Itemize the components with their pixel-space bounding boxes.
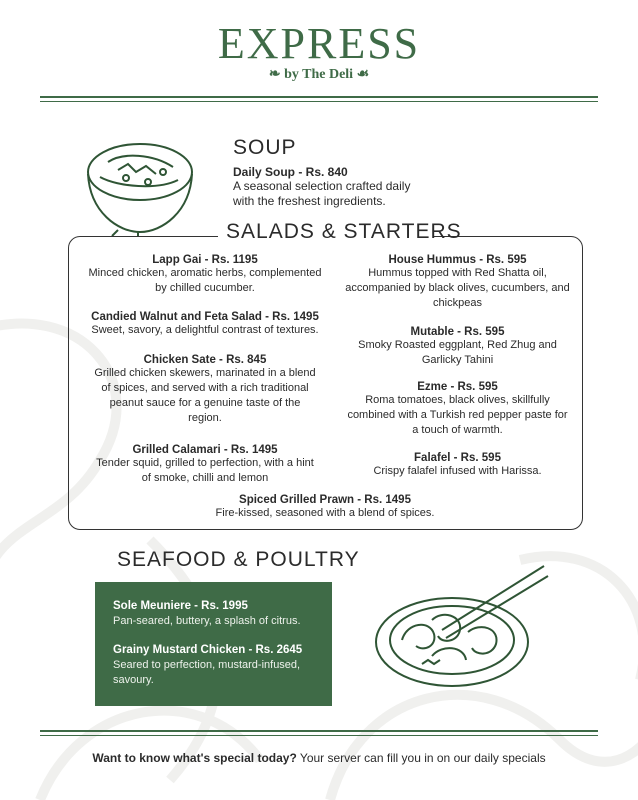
item-desc: Tender squid, grilled to perfection, with a hint of smoke, chilli and lemon <box>96 457 314 484</box>
item-desc: Fire-kissed, seasoned with a blend of spices. <box>215 507 435 519</box>
header-rule-top <box>40 96 598 98</box>
item-desc: Smoky Roasted eggplant, Red Zhug and Garlicky Tahini <box>358 339 557 366</box>
menu-item <box>340 254 575 311</box>
seafood-card <box>95 582 332 706</box>
menu-item <box>340 452 575 479</box>
menu-item <box>340 326 575 368</box>
item-desc: Grilled chicken skewers, marinated in a blend of spices, and served with a rich traditional peanut sauce for a genuine taste of the region. <box>94 367 316 424</box>
item-desc: Roma tomatoes, black olives, skillfully combined with a Turkish red pepper paste for a touch of warmth. <box>347 394 568 436</box>
item-name: Sole Meuniere - Rs. 1995 <box>113 600 248 612</box>
soup-bowl-illustration <box>78 132 198 240</box>
item-name: Grilled Calamari - Rs. 1495 <box>132 444 278 456</box>
soup-heading: SOUP <box>233 136 297 159</box>
footer-rule-bottom <box>40 735 598 736</box>
menu-item <box>80 311 330 338</box>
item-desc: Sweet, savory, a delightful contrast of textures. <box>91 324 319 336</box>
footer-rule-top <box>40 730 598 732</box>
menu-item <box>80 254 330 296</box>
brand-subtitle: ❧ by The Deli ☙ <box>268 67 370 82</box>
prawn-plate-illustration <box>372 560 552 690</box>
header-rule-bottom <box>40 101 598 102</box>
item-name: Lapp Gai - Rs. 1195 <box>152 254 258 266</box>
ornament-left-icon: ❧ <box>268 67 285 82</box>
item-desc: Seared to perfection, mustard-infused, savoury. <box>113 659 301 686</box>
soup-item-name: Daily Soup - Rs. 840 <box>233 165 348 179</box>
seafood-heading: SEAFOOD & POULTRY <box>117 548 360 571</box>
item-name: Ezme - Rs. 595 <box>417 381 498 393</box>
ornament-right-icon: ☙ <box>353 67 370 82</box>
item-name: Mutable - Rs. 595 <box>410 326 505 338</box>
menu-item <box>80 354 330 426</box>
item-name: Grainy Mustard Chicken - Rs. 2645 <box>113 644 303 656</box>
brand-title: EXPRESS <box>217 19 421 68</box>
menu-item <box>80 494 570 521</box>
soup-item-desc: A seasonal selection crafted daily with the freshest ingredients. <box>233 179 411 208</box>
item-desc: Pan-seared, buttery, a splash of citrus. <box>113 615 301 627</box>
item-name: Candied Walnut and Feta Salad - Rs. 1495 <box>91 311 319 323</box>
footer-rest-text: Your server can fill you in on our daily specials <box>296 751 546 765</box>
menu-item <box>80 444 330 486</box>
menu-item <box>113 600 323 629</box>
item-desc: Minced chicken, aromatic herbs, complemented by chilled cucumber. <box>88 267 322 294</box>
item-name: Spiced Grilled Prawn - Rs. 1495 <box>239 494 411 506</box>
item-name: Falafel - Rs. 595 <box>414 452 501 464</box>
menu-item <box>340 381 575 438</box>
menu-item <box>113 644 323 688</box>
footer-text <box>0 751 638 765</box>
item-desc: Hummus topped with Red Shatta oil, accompanied by black olives, cucumbers, and chickpeas <box>345 267 570 309</box>
item-desc: Crispy falafel infused with Harissa. <box>373 465 542 477</box>
item-name: Chicken Sate - Rs. 845 <box>143 354 267 366</box>
item-name: House Hummus - Rs. 595 <box>388 254 527 266</box>
footer-bold-text: Want to know what's special today? <box>92 751 297 765</box>
salads-heading: SALADS & STARTERS <box>226 220 462 243</box>
